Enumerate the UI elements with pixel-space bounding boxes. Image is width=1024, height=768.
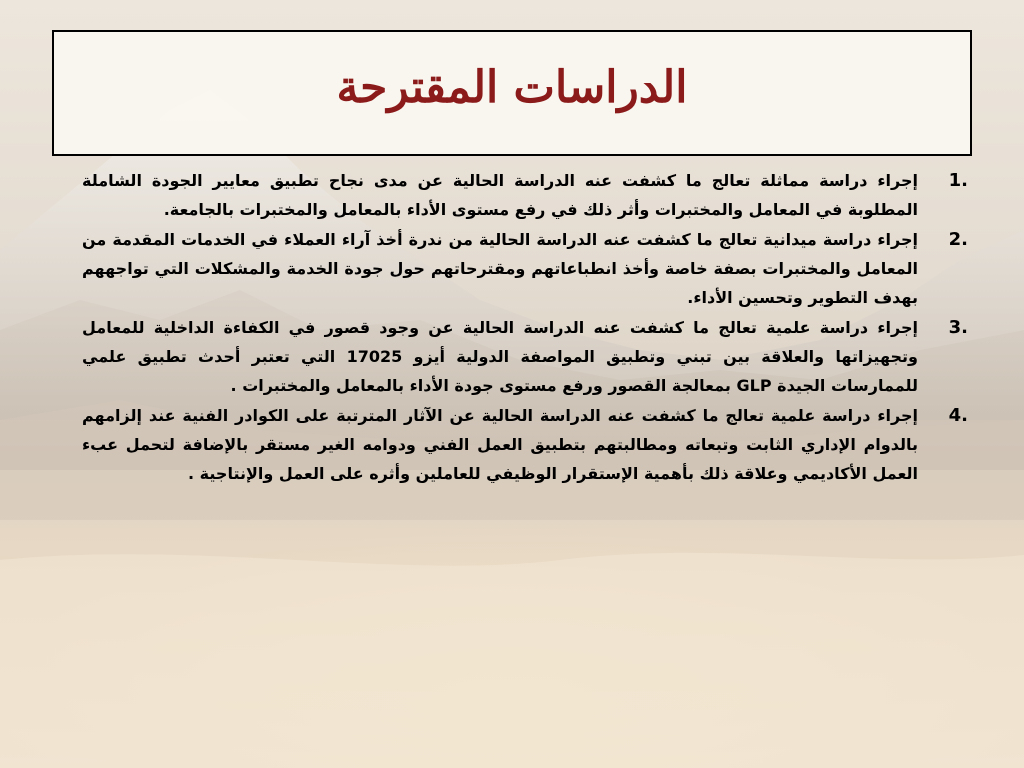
list-item xyxy=(70,313,968,400)
item-number: 1. xyxy=(948,170,968,191)
item-text: إجراء دراسة علمية تعالج ما كشفت عنه الدراسة الحالية عن الآثار المترتبة على الكوادر الفنية عند إلزامهم بالدوام الإداري الثابت وتبعاته ومطالبتهم بتطبيق العمل الفني ودوامه الغير مستقر بالإضافة لتحمل عبء العمل الأكاديمي وعلاقة ذلك بأهمية الإستقرار الوظيفي للعاملين وأثره على العمل والإنتاجية . xyxy=(82,406,918,483)
title-box xyxy=(52,30,972,156)
suggested-studies-list xyxy=(70,166,968,489)
item-text: إجراء دراسة مماثلة تعالج ما كشفت عنه الدراسة الحالية عن مدى نجاح تطبيق معايير الجودة الشاملة المطلوبة في المعامل والمختبرات وأثر ذلك في رفع مستوى الأداء بالمعامل والمختبرات بالجامعة. xyxy=(82,171,918,219)
slide-title: الدراسات المقترحة xyxy=(336,61,688,113)
list-item xyxy=(70,225,968,312)
item-number: 2. xyxy=(948,229,968,250)
list-item xyxy=(70,166,968,224)
list-item xyxy=(70,401,968,488)
item-number: 3. xyxy=(948,317,968,338)
item-text: إجراء دراسة ميدانية تعالج ما كشفت عنه الدراسة الحالية من ندرة أخذ آراء العملاء في الخدمات المقدمة من المعامل والمختبرات بصفة خاصة وأخذ انطباعاتهم ومقترحاتهم حول جودة الخدمة والمشكلات التي تواجههم بهدف التطوير وتحسين الأداء. xyxy=(82,230,918,307)
item-number: 4. xyxy=(948,405,968,426)
item-text: إجراء دراسة علمية تعالج ما كشفت عنه الدراسة الحالية عن وجود قصور في الكفاءة الداخلية للمعامل وتجهيزاتها والعلاقة بين تبني وتطبيق المواصفة الدولية أيزو 17025 التي تعتبر أحدث تطبيق علمي للممارسات الجيدة GLP بمعالجة القصور ورفع مستوى جودة الأداء بالمعامل والمختبرات . xyxy=(82,318,919,395)
